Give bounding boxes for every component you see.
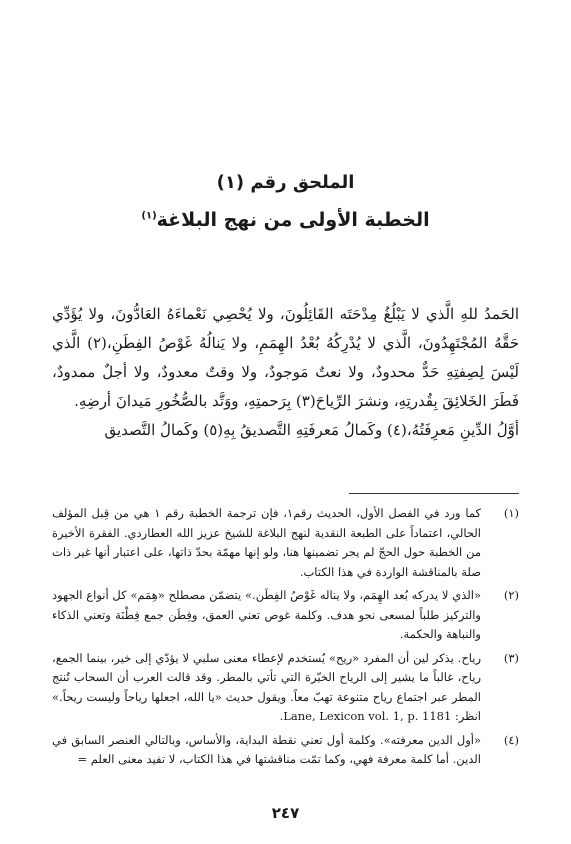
footnotes [52, 504, 519, 774]
footnote-number: (١) [503, 506, 519, 520]
sermon-title: الخطبة الأولى من نهج البلاغة [156, 209, 430, 231]
body-paragraph-1: الحَمدُ للهِ الَّذي لا يَبْلُغُ مِدْحَتَه القَائِلُونَ، ولا يُحْصِي نَعْماءَهُ العَادُّونَ، ولا يُؤَدِّي حَقَّهُ المُجْتَهِدُونَ، الَّذي لا يُدْرِكُهُ بُعْدُ الهِمَمِ، ولا يَنالُهُ غَوْصُ الفِطَنِ،(٢) الَّذي لَيْسَ لِصِفتِهِ حَدٌّ محدودٌ، ولا نعتٌ مَوجودٌ، ولا وقتٌ معدودٌ، ولا أجلٌ ممدودٌ، فَطَرَ الخَلائِقَ بِقُدرتِهِ، ونشرَ الرِّياحَ(٣) بِرَحمتِهِ، ووَتَّد بالصُّخُورِ مَيدانَ أرضِهِ. [52, 305, 519, 410]
sermon-body [52, 300, 519, 445]
footnote-4 [52, 731, 519, 770]
sermon-title-footnote-ref: (١) [141, 210, 157, 222]
sermon-title-line [52, 209, 519, 231]
footnote-number: (٣) [503, 650, 519, 665]
footnote-text: «أول الدين معرفته». وكلمة أول تعني نقطة البداية، والأساس، وبالتالي العنصر السابق في الدين. أما كلمة معرفة فهي، وكما تمّت مناقشتها في هذا الكتاب، لا تفيد معنى العلم = [52, 732, 481, 766]
footnote-number: (٢) [503, 588, 519, 602]
appendix-title: الملحق رقم (١) [216, 172, 355, 193]
footnote-1 [52, 504, 519, 582]
page-number: ٢٤٧ [271, 804, 300, 822]
footnote-text: رياح. يذكر لين أن المفرد «ريح» يُستخدم لإعطاء معنى سلبي لا يؤدّي إلى خير، بينما الجمع، رياح، غالباً ما يشير إلى الرياح الخيّرة التي تأتي بالمطر. وقد قالت العرب أن السحاب تُنتج المطر عبر اجتماع رياح متنوعة تهبّ معاً. ويقول حديث «يا الله، اجعلها رياحاً وليست ريحاً.» انظر: Lane, Lexicon vol. 1, p. 1181. [52, 650, 481, 723]
body-paragraph-2: أوَّلُ الدِّينِ مَعرِفَتُهُ،(٤) وكَمالُ مَعرفَتِهِ التَّصديقُ بِهِ(٥) وكَمالُ التَّصديق [104, 421, 519, 439]
document-page [52, 0, 519, 844]
footnote-number: (٤) [503, 732, 519, 747]
footnote-2 [52, 586, 519, 645]
footnote-text: كما ورد في الفصل الأول، الحديث رقم١، فإن ترجمة الخطبة رقم ١ هي من قِبل المؤلف الحالي، اعتماداً على الطبعة النقدية لنهج البلاغة للشيخ عزيز الله العطاردي. الفقرة الأخيرة من الخطبة حول الحجّ لم يجر تضمينها هنا، ولو إنها مهمّة بحدّ ذاتها، على اعتبار أنها غير ذات صلة بالمناقشة الواردة في هذا الكتاب. [52, 506, 481, 579]
footnote-text: «الذي لا يدركه بُعد الهِمَم، ولا يناله غَوْصُ الفِطَن.» يتضمّن مصطلح «هِمَم» كل أنواع الجهود والتركيز طلباً لمسعى نحو هدف. وكلمة غوص تعني العمق، وفِطَن جمع فِطْنَة وتعني الذكاء والنباهة والحكمة. [52, 588, 481, 641]
footnote-3 [52, 649, 519, 727]
footnote-divider [349, 493, 519, 494]
